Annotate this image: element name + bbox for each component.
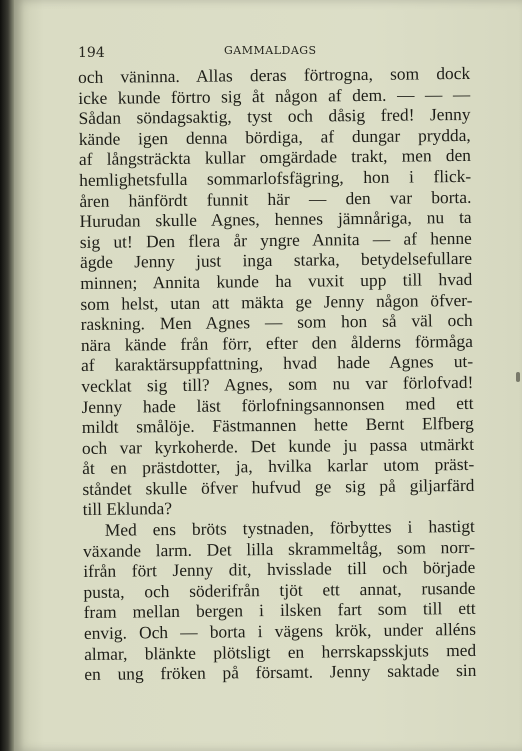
page-header [74,40,464,61]
text-line: minnen; Annita kunde ha vuxit upp till hvad [80,268,473,293]
text-line: ifrån fört Jenny dit, hvisslade till och började [83,557,476,582]
text-line: af långsträckta kullar omgärdade trakt, men den [78,145,472,170]
page-number: 194 [78,45,105,61]
text-line: ägde Jenny just inga starka, betydelsefullare [79,248,473,273]
text-line: icke kunde förtro sig åt någon af dem. — — — [78,83,471,108]
text-line: almar, blänkte plötsligt en herrskapsskjuts med [84,639,477,664]
text-line: till Eklunda? [82,498,173,520]
text-line: Sådan söndagsaktig, tyst och dåsig fred! Jenny [78,104,471,129]
book-spine-shadow [0,0,14,751]
page-edge-mark [516,372,520,382]
text-line: mildt smålöje. Fästmannen hette Bernt Elfberg [81,412,474,438]
text-line: och var kyrkoherde. Det kunde ju passa utmärkt [81,433,475,458]
text-line: som helst, utan att mäkta ge Jenny någon öfver- [80,289,473,314]
text-line: raskning. Men Agnes — som hon så väl och [80,310,473,335]
body-text [78,63,476,685]
text-line: åt en prästdotter, ja, hvilka karlar utom präst- [82,454,475,479]
text-line: envig. Och — borta i vägens krök, under alléns [83,618,477,643]
text-line: af karaktärsuppfattning, hvad hade Agnes ut- [81,351,474,376]
text-line: nära kände från förr, efter den ålderns förmåga [80,330,473,355]
text-line: fram mellan bergen i ilsken fart som till ett [83,598,476,623]
text-line: ståndet skulle öfver hufvud ge sig på giljarfärd [82,474,475,499]
text-line: och väninna. Allas deras förtrogna, som dock [78,62,471,87]
text-line: hemlighetsfulla sommarlofsfägring, hon i flick- [79,165,472,190]
text-line: pusta, och söderifrån tjöt ett annat, rusande [83,577,476,602]
text-line: Jenny hade läst förlofningsannonsen med ett [81,392,474,417]
text-line: sig ut! Den flera år yngre Annita — af henne [79,227,472,252]
text-line: åren hänfördt funnit här — den var borta. [79,186,472,211]
text-line: vecklat sig till? Agnes, som nu var förlofvad! [81,371,474,396]
running-head: GAMMALDAGS [224,44,317,57]
text-line: kände igen denna bördiga, af dungar prydda, [78,124,471,149]
text-line: växande larm. Det lilla skrammeltåg, som norr- [82,536,476,561]
text-line: en ung fröken på församt. Jenny saktade sin [84,660,477,685]
text-line: Med ens bröts tystnaden, förbyttes i hastigt [104,515,475,540]
text-line: Hurudan skulle Agnes, hennes jämnåriga, nu ta [79,207,472,232]
